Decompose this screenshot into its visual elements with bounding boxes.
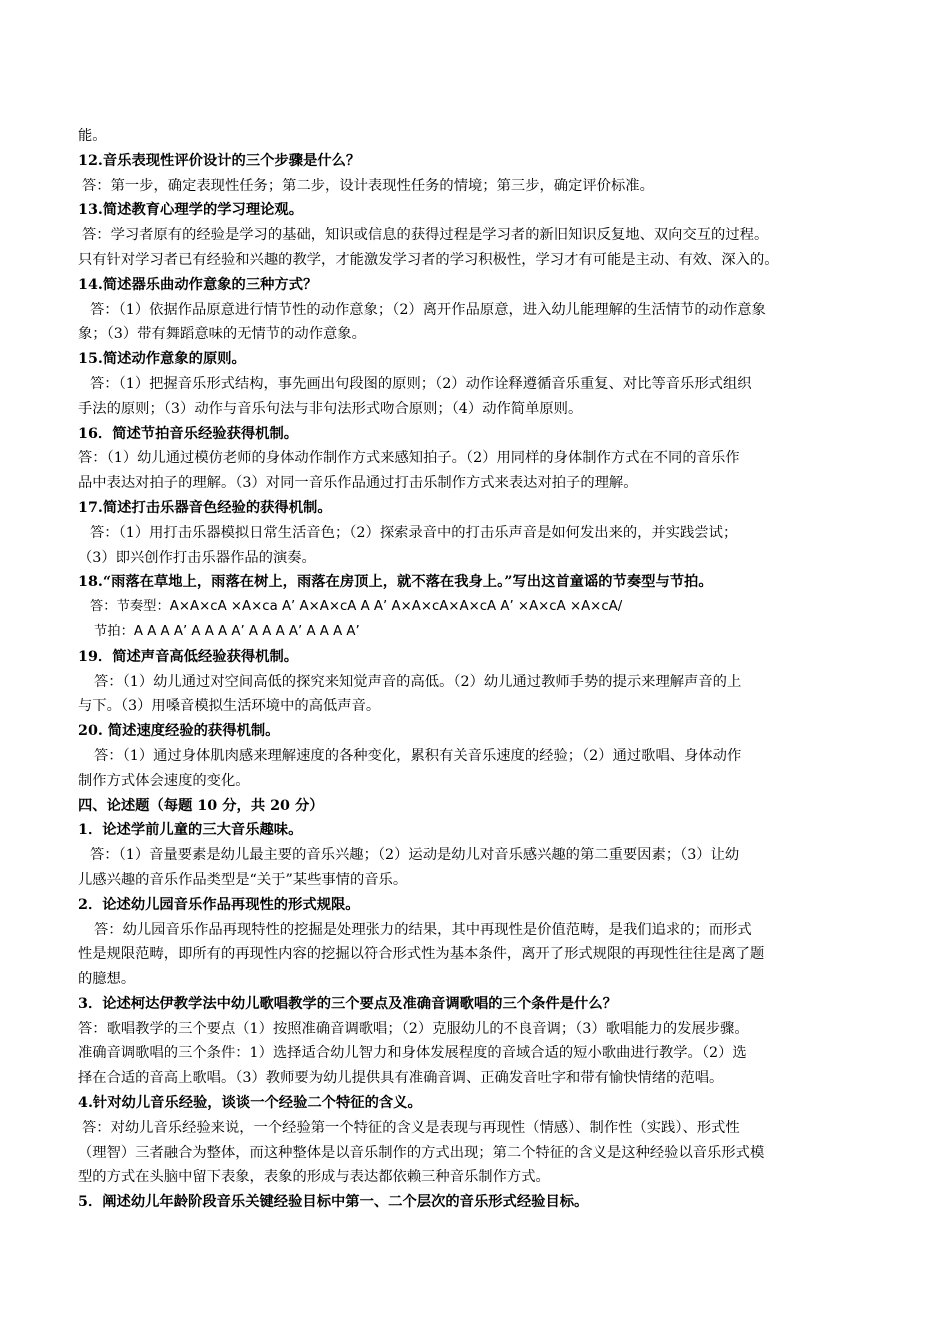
question-heading: 3．论述柯达伊教学法中幼儿歌唱教学的三个要点及准确音调歌唱的三个条件是什么？ [78,995,617,1012]
answer-text-line: 答：（1）依据作品原意进行情节性的动作意象；（2）离开作品原意，进入幼儿能理解的生活情节的动作意象 [90,301,766,318]
answer-text-line: 答：学习者原有的经验是学习的基础，知识或信息的获得过程是学习者的新旧知识反复地、双向交互的过程。 [82,227,769,244]
answer-text-line: 与下。（3）用嗓音模拟生活环境中的高低声音。 [78,698,381,715]
answer-text-line: （理智）三者融合为整体，而这种整体是以音乐制作的方式出现；第二个特征的含义是这种经验以音乐形式模 [78,1144,765,1161]
answer-text-line: 答：（1）音量要素是幼儿最主要的音乐兴趣；（2）运动是幼儿对音乐感兴趣的第二重要因素；（3）让幼 [90,847,740,864]
answer-text-line: 制作方式体会速度的变化。 [78,772,250,789]
answer-text-line: 型的方式在头脑中留下表象，表象的形成与表达都依赖三种音乐制作方式。 [78,1169,550,1186]
answer-text-line: 象；（3）带有舞蹈意味的无情节的动作意象。 [78,326,366,343]
question-heading: 2．论述幼儿园音乐作品再现性的形式规限。 [78,896,360,913]
question-heading: 19．简述声音高低经验获得机制。 [78,648,299,665]
question-heading: 14.简述器乐曲动作意象的三种方式？ [78,276,318,293]
answer-text-line: 答：（1）幼儿通过模仿老师的身体动作制作方式来感知拍子。（2）用同样的身体制作方式在不同的音乐作 [78,450,740,467]
answer-text-line: 答：（1）通过身体肌肉感来理解速度的各种变化，累积有关音乐速度的经验；（2）通过歌唱、身体动作 [94,747,742,764]
answer-text-line: 答：幼儿园音乐作品再现特性的挖掘是处理张力的结果，其中再现性是价值范畴，是我们追求的；而形式 [94,921,752,938]
answer-text-line: 儿感兴趣的音乐作品类型是“关于”某些事情的音乐。 [78,871,408,888]
question-heading: 16．简述节拍音乐经验获得机制。 [78,425,299,442]
answer-text-line: 只有针对学习者已有经验和兴趣的教学，才能激发学习者的学习积极性，学习才有可能是主动、有效、深入的。 [78,251,779,268]
question-heading: 5．阐述幼儿年龄阶段音乐关键经验目标中第一、二个层次的音乐形式经验目标。 [78,1194,589,1211]
answer-text-line: 的臆想。 [78,971,136,988]
answer-text-line: 节拍：A A A A’ A A A A’ A A A A’ A A A A’ [94,623,360,639]
answer-text-line: 答：（1）幼儿通过对空间高低的探究来知觉声音的高低。（2）幼儿通过教师手势的提示来理解声音的上 [94,673,742,690]
question-heading: 18.“雨落在草地上，雨落在树上，雨落在房顶上，就不落在我身上。”写出这首童谣的节奏型与节拍。 [78,574,713,591]
question-heading: 12.音乐表现性评价设计的三个步骤是什么？ [78,152,361,169]
answer-text-line: 答：（1）用打击乐器模拟日常生活音色；（2）探索录音中的打击乐声音是如何发出来的，并实践尝试； [90,524,738,541]
answer-text-line: 答：（1）把握音乐形式结构，事先画出句段图的原则；（2）动作诠释遵循音乐重复、对比等音乐形式组织 [90,375,752,392]
question-heading: 15.简述动作意象的原则。 [78,351,246,368]
answer-text-line: 答：歌唱教学的三个要点（1）按照准确音调歌唱；（2）克服幼儿的不良音调；（3）歌唱能力的发展步骤。 [78,1020,749,1037]
answer-text-line: 答：第一步，确定表现性任务；第二步，设计表现性任务的情境；第三步，确定评价标准。 [82,177,654,194]
answer-text-line: 手法的原则；（3）动作与音乐句法与非句法形式吻合原则；（4）动作简单原则。 [78,400,583,417]
document-page [78,124,886,1215]
question-heading: 四、论述题（每题 10 分，共 20 分） [78,797,324,814]
answer-text-line: 性是规限范畴，即所有的再现性内容的挖掘以符合形式性为基本条件，离开了形式规限的再现性往往是离了题 [78,946,765,963]
question-heading: 20. 简述速度经验的获得机制。 [78,723,280,740]
question-heading: 17.简述打击乐器音色经验的获得机制。 [78,499,332,516]
question-heading: 1．论述学前儿童的三大音乐趣味。 [78,822,303,839]
answer-text-line: 品中表达对拍子的理解。（3）对同一音乐作品通过打击乐制作方式来表达对拍子的理解。 [78,475,638,492]
question-heading: 13.简述教育心理学的学习理论观。 [78,202,304,219]
answer-text-line: 答：节奏型：A×A×cA ×A×ca A’ A×A×cA A A’ A×A×cA×A×cA A’ ×A×cA ×A×cA/ [90,599,623,615]
answer-text-line: （3）即兴创作打击乐器作品的演奏。 [78,549,316,566]
answer-text-line: 能。 [78,128,107,144]
question-heading: 4.针对幼儿音乐经验，谈谈一个经验二个特征的含义。 [78,1095,422,1112]
answer-text-line: 择在合适的音高上歌唱。（3）教师要为幼儿提供具有准确音调、正确发音吐字和带有愉快情绪的范唱。 [78,1070,724,1087]
answer-text-line: 答：对幼儿音乐经验来说，一个经验第一个特征的含义是表现与再现性（情感）、制作性（实践）、形式性 [82,1119,740,1136]
answer-text-line: 准确音调歌唱的三个条件：1）选择适合幼儿智力和身体发展程度的音域合适的短小歌曲进行教学。（2）选 [78,1045,747,1062]
